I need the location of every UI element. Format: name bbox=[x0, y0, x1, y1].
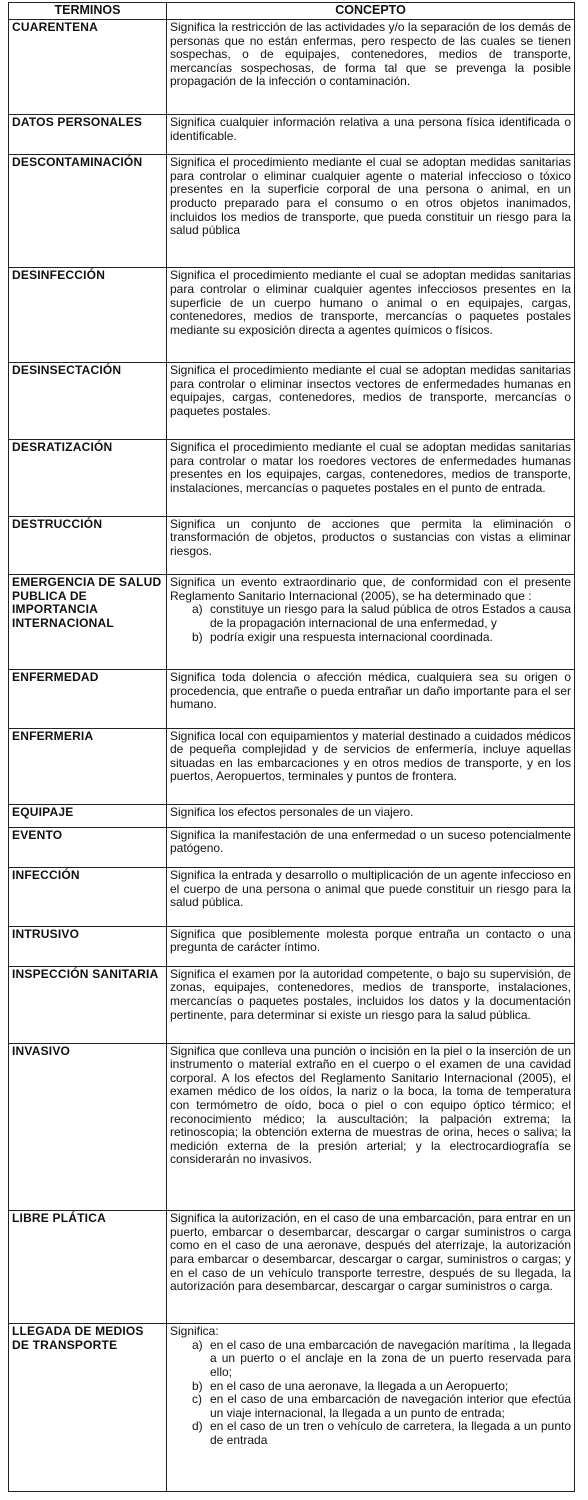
definitions-table bbox=[8, 2, 575, 1492]
concept-cell bbox=[167, 670, 575, 729]
concept-list-item bbox=[192, 1380, 571, 1394]
concept-cell bbox=[167, 966, 575, 1043]
concept-cell bbox=[167, 827, 575, 867]
concept-text: Significa que conlleva una punción o incisión en la piel o la inserción de un instrumento o material extraño en el cuerpo o el examen de una cavidad corporal. A los efectos del Reglamento Sanitario Internacional (2005), el examen médico de los oídos, la nariz o la boca, la toma de temperatura con termómetro de oído, boca o piel o con equipo óptico térmico; el reconocimiento médico; la auscultación; la palpación extrema; la retinoscopia; la obtención externa de muestras de orina, heces o saliva; la medición externa de la presión arterial; y la electrocardiografía se considerarán no invasivos. bbox=[170, 1043, 571, 1167]
list-item-marker: a) bbox=[192, 602, 203, 617]
table-body bbox=[9, 20, 575, 1492]
table-row bbox=[9, 114, 575, 154]
concept-text: Significa un evento extraordinario que, de conformidad con el presente Reglamento Sanitario Internacional (2005), se ha determinado que : bbox=[170, 575, 571, 603]
concept-cell bbox=[167, 20, 575, 115]
table-row bbox=[9, 155, 575, 268]
term-cell: EVENTO bbox=[9, 827, 167, 867]
concept-text: Significa que posiblemente molesta porque entraña un contacto o una pregunta de carácter íntimo. bbox=[170, 926, 571, 955]
concept-cell bbox=[167, 867, 575, 926]
table-row bbox=[9, 926, 575, 966]
list-item-text: en el caso de una embarcación de navegación interior que efectúa un viaje internacional, la llegada a un punto de entrada; bbox=[210, 1392, 571, 1420]
concept-text: Significa local con equipamientos y material destinado a cuidados médicos de pequeña complejidad y de servicios de enfermería, incluye aquellas situadas en las embarcaciones y en otros medios de transporte, y en los puertos, Aeropuertos, terminales y puntos de frontera. bbox=[170, 728, 571, 784]
concept-list-item bbox=[192, 603, 571, 630]
concept-cell bbox=[167, 1324, 575, 1492]
concept-item-list bbox=[170, 603, 571, 644]
concept-text: Significa la manifestación de una enfermedad o un suceso potencialmente patógeno. bbox=[170, 827, 571, 856]
term-cell: EMERGENCIA DE SALUD PUBLICA DE IMPORTANCIA INTERNACIONAL bbox=[9, 575, 167, 670]
term-cell: ENFERMEDAD bbox=[9, 670, 167, 729]
concept-cell bbox=[167, 926, 575, 966]
concept-text: Significa los efectos personales de un viajero. bbox=[170, 805, 414, 820]
concept-cell bbox=[167, 155, 575, 268]
concept-text: Significa el procedimiento mediante el cual se adoptan medidas sanitarias para controlar o eliminar cualquier agentes infecciosos presentes en la superficie de un cuerpo humano o animal o en equipajes, cargas, contenedores, medios de transporte, mercancías o paquetes postales mediante su exposición directa a agentes químicos o físicos. bbox=[170, 268, 571, 337]
definitions-document bbox=[8, 2, 575, 1492]
table-row bbox=[9, 575, 575, 670]
concept-text: Significa el procedimiento mediante el cual se adoptan medidas sanitarias para controlar o eliminar insectos vectores de enfermedades humanas en equipajes, cargas, contenedores, medios de transporte, mercancías o paquetes postales. bbox=[170, 363, 571, 419]
table-row bbox=[9, 1324, 575, 1492]
concept-text: Significa cualquier información relativa a una persona física identificada o identificable. bbox=[170, 114, 571, 143]
list-item-marker: d) bbox=[192, 1419, 203, 1434]
table-row bbox=[9, 966, 575, 1043]
term-cell: DESINFECCIÓN bbox=[9, 268, 167, 363]
concept-cell bbox=[167, 728, 575, 805]
header-concept: CONCEPTO bbox=[167, 3, 575, 20]
table-row bbox=[9, 728, 575, 805]
concept-text: Significa un conjunto de acciones que permita la eliminación o transformación de objetos, productos o sustancias con vistas a eliminar riesgos. bbox=[170, 516, 571, 558]
table-row bbox=[9, 439, 575, 516]
term-cell: ENFERMERIA bbox=[9, 728, 167, 805]
table-row bbox=[9, 805, 575, 827]
header-terms: TERMINOS bbox=[9, 3, 167, 20]
term-cell: LIBRE PLÁTICA bbox=[9, 1211, 167, 1324]
concept-text: Significa la restricción de las actividades y/o la separación de los demás de personas que no están enfermas, pero respecto de las cuales se tienen sospechas, o de equipajes, contenedores, medios de transporte, mercancías sospechosas, de forma tal que se prevenga la posible propagación de la infección o contaminación. bbox=[170, 20, 571, 89]
term-cell: DESINSECTACIÓN bbox=[9, 363, 167, 440]
concept-list-item bbox=[192, 1393, 571, 1420]
table-row bbox=[9, 670, 575, 729]
term-cell: INFECCIÓN bbox=[9, 867, 167, 926]
concept-text: Significa el procedimiento mediante el cual se adoptan medidas sanitarias para controlar o matar los roedores vectores de enfermedades humanas presentes en los equipajes, cargas, contenedores, medios de transporte, instalaciones, mercancías o paquetes postales en el punto de entrada. bbox=[170, 439, 571, 495]
term-cell: DESCONTAMINACIÓN bbox=[9, 155, 167, 268]
table-row bbox=[9, 1043, 575, 1211]
concept-text: Significa toda dolencia o afección médica, cualquiera sea su origen o procedencia, que entrañe o pueda entrañar un daño importante para el ser humano. bbox=[170, 670, 571, 712]
list-item-text: podría exigir una respuesta internacional coordinada. bbox=[210, 629, 493, 644]
list-item-marker: c) bbox=[192, 1392, 202, 1407]
term-cell: LLEGADA DE MEDIOS DE TRANSPORTE bbox=[9, 1324, 167, 1492]
table-row bbox=[9, 1211, 575, 1324]
concept-list-item bbox=[192, 631, 571, 645]
term-cell: INVASIVO bbox=[9, 1043, 167, 1211]
concept-cell bbox=[167, 363, 575, 440]
concept-cell bbox=[167, 439, 575, 516]
term-cell: CUARENTENA bbox=[9, 20, 167, 115]
concept-text: Significa el examen por la autoridad competente, o bajo su supervisión, de zonas, equipajes, contenedores, medios de transporte, instalaciones, mercancías o paquetes postales, incluidos los datos y la documentación pertinente, para determinar si existe un riesgo para la salud pública. bbox=[170, 966, 571, 1022]
concept-text: Significa: bbox=[170, 1324, 219, 1339]
concept-cell bbox=[167, 516, 575, 575]
table-row bbox=[9, 268, 575, 363]
term-cell: DESRATIZACIÓN bbox=[9, 439, 167, 516]
concept-cell bbox=[167, 575, 575, 670]
concept-cell bbox=[167, 1211, 575, 1324]
concept-list-item bbox=[192, 1420, 571, 1447]
list-item-marker: b) bbox=[192, 1378, 203, 1393]
list-item-marker: a) bbox=[192, 1337, 203, 1352]
concept-cell bbox=[167, 268, 575, 363]
term-cell: DATOS PERSONALES bbox=[9, 114, 167, 154]
concept-cell bbox=[167, 114, 575, 154]
term-cell: INTRUSIVO bbox=[9, 926, 167, 966]
concept-text: Significa la entrada y desarrollo o multiplicación de un agente infeccioso en el cuerpo de una persona o animal que puede constituir un riesgo para la salud pública. bbox=[170, 867, 571, 910]
list-item-marker: b) bbox=[192, 629, 203, 644]
concept-item-list bbox=[170, 1339, 571, 1448]
term-cell: DESTRUCCIÓN bbox=[9, 516, 167, 575]
concept-text: Significa la autorización, en el caso de una embarcación, para entrar en un puerto, embarcar o desembarcar, descargar o cargar suministros o carga como en el caso de una aeronave, después del aterrizaje, la autorización para embarcar o desembarcar, descargar o cargar, suministros o cargas; y en el caso de un vehículo transporte terrestre, después de su llegada, la autorización para desembarcar, descargar o cargar suministros o carga. bbox=[170, 1211, 571, 1294]
concept-cell bbox=[167, 1043, 575, 1211]
list-item-text: en el caso de un tren o vehículo de carretera, la llegada a un punto de entrada bbox=[210, 1419, 571, 1448]
table-row bbox=[9, 827, 575, 867]
concept-cell bbox=[167, 805, 575, 827]
list-item-text: en el caso de una aeronave, la llegada a un Aeropuerto; bbox=[210, 1378, 509, 1393]
table-row bbox=[9, 363, 575, 440]
table-row bbox=[9, 867, 575, 926]
concept-text: Significa el procedimiento mediante el cual se adoptan medidas sanitarias para controlar o eliminar cualquier agente o material infeccioso o tóxico presentes en la superficie corporal de una persona o animal, en un producto preparado para el consumo o en otros objetos inanimados, incluidos los medios de transporte, que pueda constituir un riesgo para la salud pública bbox=[170, 155, 571, 238]
table-row bbox=[9, 20, 575, 115]
list-item-text: en el caso de una embarcación de navegación marítima , la llegada a un puerto o el anclaje en la zona de un puerto reservada para ello; bbox=[210, 1337, 571, 1380]
term-cell: INSPECCIÓN SANITARIA bbox=[9, 966, 167, 1043]
table-row bbox=[9, 516, 575, 575]
table-header-row bbox=[9, 3, 575, 20]
term-cell: EQUIPAJE bbox=[9, 805, 167, 827]
list-item-text: constituye un riesgo para la salud pública de otros Estados a causa de la propagación internacional de una enfermedad, y bbox=[210, 602, 571, 631]
concept-list-item bbox=[192, 1339, 571, 1380]
